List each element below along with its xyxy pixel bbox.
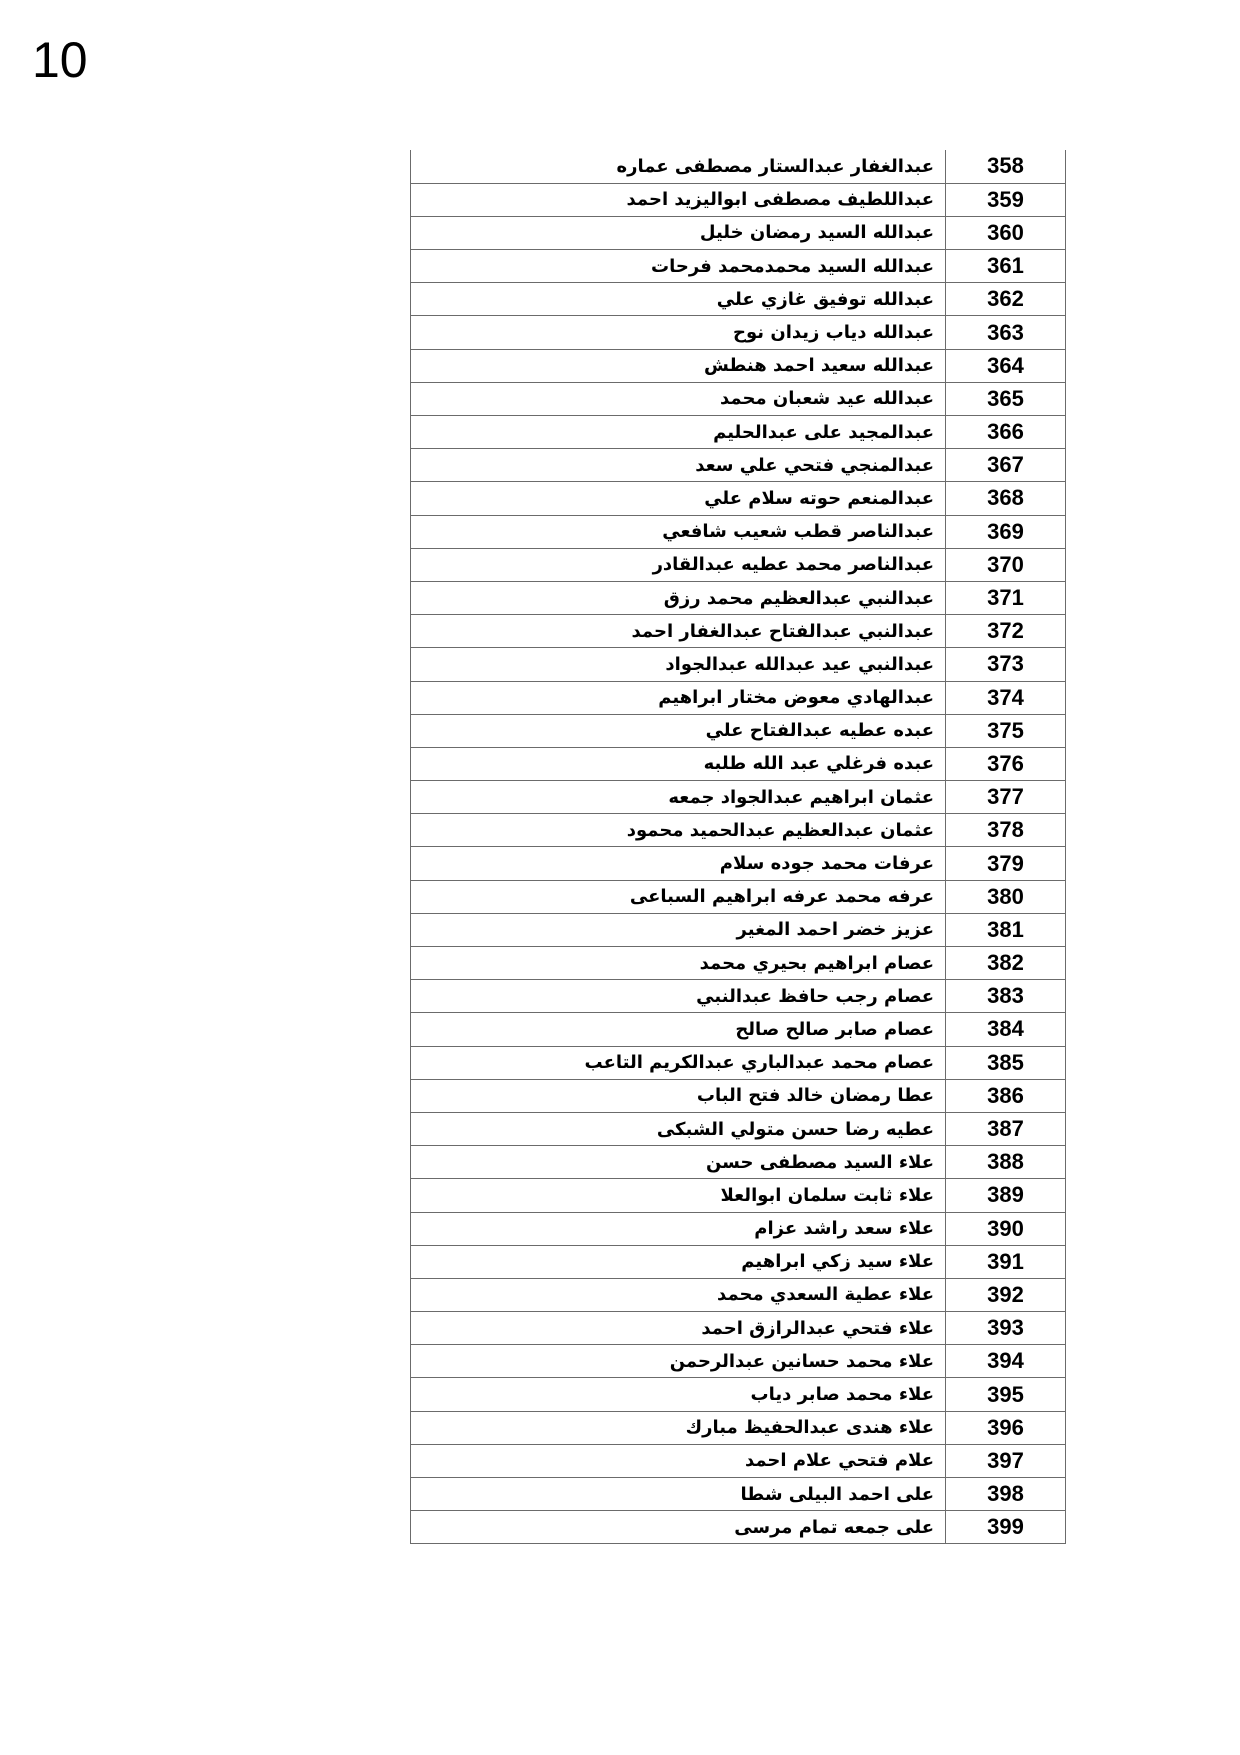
table-row	[411, 648, 1066, 681]
names-table-body	[411, 150, 1066, 1544]
table-row	[411, 216, 1066, 249]
serial-number-cell: 394	[946, 1345, 1066, 1378]
name-cell: علاء سيد زكي ابراهيم	[411, 1245, 946, 1278]
table-row	[411, 913, 1066, 946]
table-row	[411, 1312, 1066, 1345]
name-cell: عبدالمنعم حوته سلام علي	[411, 482, 946, 515]
serial-number-cell: 396	[946, 1411, 1066, 1444]
serial-number-cell: 361	[946, 250, 1066, 283]
table-row	[411, 747, 1066, 780]
table-row	[411, 814, 1066, 847]
serial-number-cell: 395	[946, 1378, 1066, 1411]
name-cell: عبدالله سعيد احمد هنطش	[411, 349, 946, 382]
serial-number-cell: 363	[946, 316, 1066, 349]
table-row	[411, 1511, 1066, 1544]
serial-number-cell: 370	[946, 548, 1066, 581]
table-row	[411, 1378, 1066, 1411]
serial-number-cell: 398	[946, 1478, 1066, 1511]
serial-number-cell: 379	[946, 847, 1066, 880]
serial-number-cell: 375	[946, 714, 1066, 747]
table-row	[411, 449, 1066, 482]
name-cell: علاء هندى عبدالحفيظ مبارك	[411, 1411, 946, 1444]
table-row	[411, 681, 1066, 714]
serial-number-cell: 365	[946, 382, 1066, 415]
name-cell: عبدالنبي عبدالفتاح عبدالغفار احمد	[411, 615, 946, 648]
name-cell: عثمان ابراهيم عبدالجواد جمعه	[411, 781, 946, 814]
table-row	[411, 316, 1066, 349]
table-row	[411, 283, 1066, 316]
table-row	[411, 548, 1066, 581]
serial-number-cell: 377	[946, 781, 1066, 814]
name-cell: عزيز خضر احمد المغير	[411, 913, 946, 946]
table-row	[411, 1079, 1066, 1112]
serial-number-cell: 371	[946, 581, 1066, 614]
serial-number-cell: 358	[946, 150, 1066, 183]
table-row	[411, 150, 1066, 183]
name-cell: عصام محمد عبدالباري عبدالكريم التاعب	[411, 1046, 946, 1079]
table-row	[411, 1146, 1066, 1179]
table-row	[411, 349, 1066, 382]
name-cell: عبدالغفار عبدالستار مصطفى عماره	[411, 150, 946, 183]
table-row	[411, 847, 1066, 880]
name-cell: علاء محمد حسانين عبدالرحمن	[411, 1345, 946, 1378]
name-cell: عبدالله توفيق غازي علي	[411, 283, 946, 316]
name-cell: عرفه محمد عرفه ابراهيم السباعى	[411, 880, 946, 913]
serial-number-cell: 387	[946, 1112, 1066, 1145]
serial-number-cell: 368	[946, 482, 1066, 515]
table-row	[411, 1046, 1066, 1079]
table-row	[411, 1478, 1066, 1511]
name-cell: عبدالمنجي فتحي علي سعد	[411, 449, 946, 482]
name-cell: علاء عطية السعدي محمد	[411, 1278, 946, 1311]
table-row	[411, 1179, 1066, 1212]
serial-number-cell: 382	[946, 947, 1066, 980]
serial-number-cell: 392	[946, 1278, 1066, 1311]
name-cell: علاء سعد راشد عزام	[411, 1212, 946, 1245]
name-cell: عبدالمجيد على عبدالحليم	[411, 416, 946, 449]
table-row	[411, 382, 1066, 415]
table-row	[411, 1411, 1066, 1444]
serial-number-cell: 388	[946, 1146, 1066, 1179]
serial-number-cell: 362	[946, 283, 1066, 316]
name-cell: على احمد البيلى شطا	[411, 1478, 946, 1511]
table-row	[411, 183, 1066, 216]
name-cell: عبدالناصر قطب شعيب شافعي	[411, 515, 946, 548]
serial-number-cell: 376	[946, 747, 1066, 780]
serial-number-cell: 372	[946, 615, 1066, 648]
serial-number-cell: 383	[946, 980, 1066, 1013]
serial-number-cell: 399	[946, 1511, 1066, 1544]
name-cell: عبدالله عيد شعبان محمد	[411, 382, 946, 415]
name-cell: عصام صابر صالح صالح	[411, 1013, 946, 1046]
serial-number-cell: 367	[946, 449, 1066, 482]
serial-number-cell: 384	[946, 1013, 1066, 1046]
name-cell: علاء محمد صابر دياب	[411, 1378, 946, 1411]
serial-number-cell: 389	[946, 1179, 1066, 1212]
serial-number-cell: 386	[946, 1079, 1066, 1112]
serial-number-cell: 381	[946, 913, 1066, 946]
table-row	[411, 416, 1066, 449]
name-cell: عصام رجب حافظ عبدالنبي	[411, 980, 946, 1013]
table-row	[411, 615, 1066, 648]
name-cell: عرفات محمد جوده سلام	[411, 847, 946, 880]
name-cell: علاء ثابت سلمان ابوالعلا	[411, 1179, 946, 1212]
name-cell: عصام ابراهيم بحيري محمد	[411, 947, 946, 980]
table-row	[411, 515, 1066, 548]
serial-number-cell: 397	[946, 1444, 1066, 1477]
table-row	[411, 1345, 1066, 1378]
page-number: 10	[32, 32, 88, 88]
table-row	[411, 581, 1066, 614]
name-cell: عبدالنبي عبدالعظيم محمد رزق	[411, 581, 946, 614]
name-cell: عبدالهادي معوض مختار ابراهيم	[411, 681, 946, 714]
serial-number-cell: 374	[946, 681, 1066, 714]
name-cell: عبدالله السيد محمدمحمد فرحات	[411, 250, 946, 283]
serial-number-cell: 385	[946, 1046, 1066, 1079]
serial-number-cell: 369	[946, 515, 1066, 548]
name-cell: علاء فتحي عبدالرازق احمد	[411, 1312, 946, 1345]
serial-number-cell: 366	[946, 416, 1066, 449]
table-row	[411, 947, 1066, 980]
serial-number-cell: 390	[946, 1212, 1066, 1245]
table-row	[411, 482, 1066, 515]
serial-number-cell: 360	[946, 216, 1066, 249]
serial-number-cell: 359	[946, 183, 1066, 216]
table-row	[411, 880, 1066, 913]
table-row	[411, 781, 1066, 814]
name-cell: عثمان عبدالعظيم عبدالحميد محمود	[411, 814, 946, 847]
name-cell: عبده عطيه عبدالفتاح علي	[411, 714, 946, 747]
name-cell: عبدالله دياب زيدان نوح	[411, 316, 946, 349]
name-cell: علام فتحي علام احمد	[411, 1444, 946, 1477]
table-row	[411, 980, 1066, 1013]
name-cell: عبدالناصر محمد عطيه عبدالقادر	[411, 548, 946, 581]
table-row	[411, 250, 1066, 283]
table-row	[411, 1245, 1066, 1278]
names-table	[410, 150, 1066, 1544]
name-cell: عطا رمضان خالد فتح الباب	[411, 1079, 946, 1112]
serial-number-cell: 393	[946, 1312, 1066, 1345]
table-row	[411, 1013, 1066, 1046]
serial-number-cell: 373	[946, 648, 1066, 681]
name-cell: علاء السيد مصطفى حسن	[411, 1146, 946, 1179]
name-cell: عبده فرغلي عبد الله طلبه	[411, 747, 946, 780]
name-cell: عبداللطيف مصطفى ابواليزيد احمد	[411, 183, 946, 216]
serial-number-cell: 378	[946, 814, 1066, 847]
name-cell: عبدالنبي عيد عبدالله عبدالجواد	[411, 648, 946, 681]
table-row	[411, 1278, 1066, 1311]
table-row	[411, 714, 1066, 747]
serial-number-cell: 380	[946, 880, 1066, 913]
serial-number-cell: 364	[946, 349, 1066, 382]
table-row	[411, 1212, 1066, 1245]
serial-number-cell: 391	[946, 1245, 1066, 1278]
name-cell: عطيه رضا حسن متولي الشبكى	[411, 1112, 946, 1145]
name-cell: على جمعه تمام مرسى	[411, 1511, 946, 1544]
table-row	[411, 1444, 1066, 1477]
table-row	[411, 1112, 1066, 1145]
name-cell: عبدالله السيد رمضان خليل	[411, 216, 946, 249]
